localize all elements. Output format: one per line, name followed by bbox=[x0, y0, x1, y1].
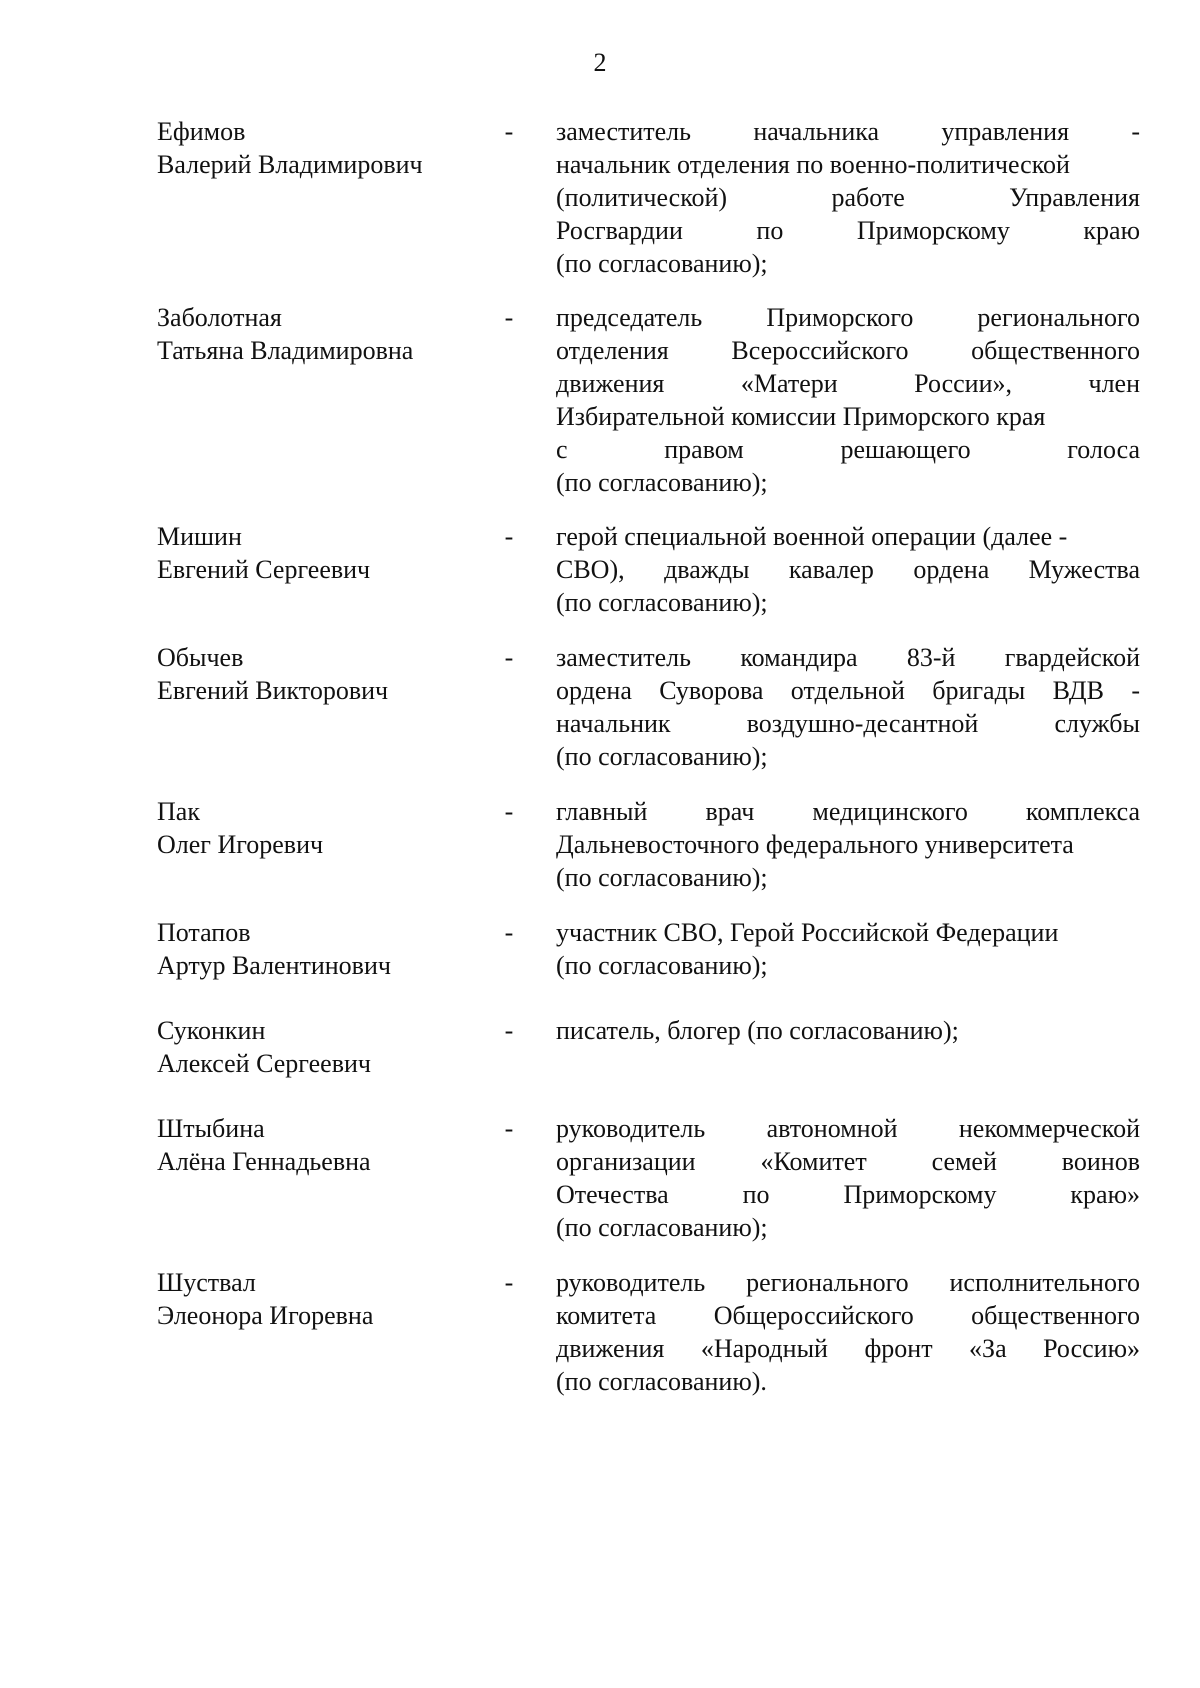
member-position bbox=[556, 641, 1140, 773]
member-name bbox=[157, 1014, 487, 1080]
separator-dash: - bbox=[504, 1114, 514, 1143]
position-line: ордена Суворова отдельной бригады ВДВ - bbox=[556, 676, 1140, 705]
member-surname: Суконкин bbox=[157, 1016, 266, 1045]
position-line: начальник отделения по военно-политической bbox=[556, 150, 1070, 179]
member-surname: Потапов bbox=[157, 918, 251, 947]
member-position bbox=[556, 916, 1140, 982]
position-line: Дальневосточного федерального университета bbox=[556, 830, 1074, 859]
member-name bbox=[157, 1112, 487, 1178]
position-line: руководитель автономной некоммерческой bbox=[556, 1114, 1140, 1143]
position-line: заместитель начальника управления - bbox=[556, 117, 1140, 146]
separator-dash: - bbox=[504, 117, 514, 146]
position-line: Избирательной комиссии Приморского края bbox=[556, 402, 1046, 431]
position-line: (по согласованию). bbox=[556, 1367, 767, 1396]
member-given-names: Олег Игоревич bbox=[157, 830, 324, 859]
member-position bbox=[556, 1266, 1140, 1398]
member-given-names: Алёна Геннадьевна bbox=[157, 1147, 371, 1176]
position-line: (по согласованию); bbox=[556, 588, 768, 617]
member-name bbox=[157, 641, 487, 707]
member-surname: Ефимов bbox=[157, 117, 246, 146]
separator-dash: - bbox=[504, 303, 514, 332]
member-name bbox=[157, 1266, 487, 1332]
position-line: (по согласованию); bbox=[556, 742, 768, 771]
position-line: писатель, блогер (по согласованию); bbox=[556, 1016, 959, 1045]
position-line: (по согласованию); bbox=[556, 951, 768, 980]
separator-dash: - bbox=[504, 522, 514, 551]
position-line: Отечества по Приморскому краю» bbox=[556, 1180, 1140, 1209]
position-line: председатель Приморского регионального bbox=[556, 303, 1140, 332]
member-position bbox=[556, 795, 1140, 894]
member-given-names: Евгений Викторович bbox=[157, 676, 389, 705]
member-name bbox=[157, 520, 487, 586]
member-surname: Заболотная bbox=[157, 303, 282, 332]
page-number: 2 bbox=[593, 48, 607, 77]
member-name bbox=[157, 115, 487, 181]
member-surname: Шуствал bbox=[157, 1268, 256, 1297]
member-given-names: Евгений Сергеевич bbox=[157, 555, 371, 584]
separator-dash: - bbox=[504, 643, 514, 672]
separator-dash: - bbox=[504, 918, 514, 947]
member-given-names: Элеонора Игоревна bbox=[157, 1301, 374, 1330]
member-name bbox=[157, 301, 487, 367]
member-given-names: Валерий Владимирович bbox=[157, 150, 423, 179]
position-line: (по согласованию); bbox=[556, 468, 768, 497]
separator-dash: - bbox=[504, 1268, 514, 1297]
position-line: Росгвардии по Приморскому краю bbox=[556, 216, 1140, 245]
position-line: заместитель командира 83-й гвардейской bbox=[556, 643, 1140, 672]
member-given-names: Артур Валентинович bbox=[157, 951, 391, 980]
member-name bbox=[157, 795, 487, 861]
position-line: движения «Народный фронт «За Россию» bbox=[556, 1334, 1140, 1363]
position-line: комитета Общероссийского общественного bbox=[556, 1301, 1140, 1330]
position-line: герой специальной военной операции (далее - bbox=[556, 522, 1068, 551]
position-line: (по согласованию); bbox=[556, 249, 768, 278]
position-line: СВО), дважды кавалер ордена Мужества bbox=[556, 555, 1140, 584]
member-surname: Обычев bbox=[157, 643, 244, 672]
position-line: начальник воздушно-десантной службы bbox=[556, 709, 1140, 738]
member-position bbox=[556, 115, 1140, 280]
separator-dash: - bbox=[504, 1016, 514, 1045]
position-line: с правом решающего голоса bbox=[556, 435, 1140, 464]
position-line: организации «Комитет семей воинов bbox=[556, 1147, 1140, 1176]
position-line: движения «Матери России», член bbox=[556, 369, 1140, 398]
position-line: (по согласованию); bbox=[556, 1213, 768, 1242]
position-line: главный врач медицинского комплекса bbox=[556, 797, 1140, 826]
member-surname: Пак bbox=[157, 797, 200, 826]
member-position bbox=[556, 520, 1140, 619]
member-given-names: Алексей Сергеевич bbox=[157, 1049, 371, 1078]
member-surname: Штыбина bbox=[157, 1114, 265, 1143]
position-line: (по согласованию); bbox=[556, 863, 768, 892]
position-line: отделения Всероссийского общественного bbox=[556, 336, 1140, 365]
member-position bbox=[556, 1112, 1140, 1244]
member-position bbox=[556, 1014, 1140, 1047]
separator-dash: - bbox=[504, 797, 514, 826]
member-name bbox=[157, 916, 487, 982]
position-line: (политической) работе Управления bbox=[556, 183, 1140, 212]
member-surname: Мишин bbox=[157, 522, 242, 551]
position-line: руководитель регионального исполнительного bbox=[556, 1268, 1140, 1297]
position-line: участник СВО, Герой Российской Федерации bbox=[556, 918, 1059, 947]
member-given-names: Татьяна Владимировна bbox=[157, 336, 414, 365]
member-position bbox=[556, 301, 1140, 499]
